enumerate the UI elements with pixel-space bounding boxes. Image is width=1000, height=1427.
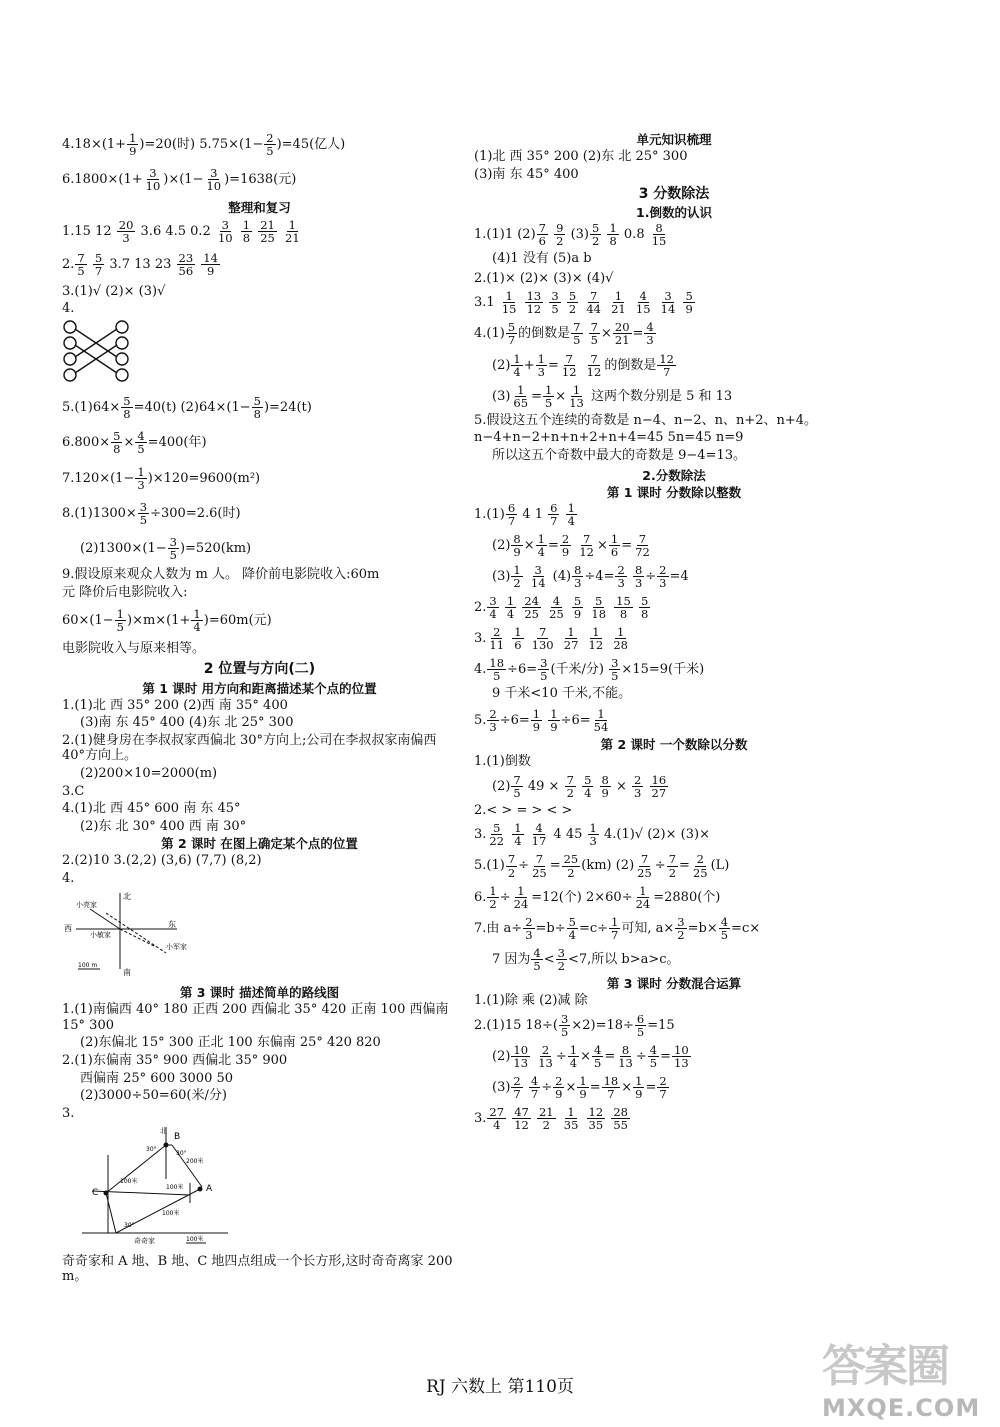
fraction: $\frac{7}{2}$: [668, 852, 677, 880]
fraction: $\frac{1}{24}$: [513, 883, 529, 911]
left-answer-line: 3. 北 B C A 奇奇家 100米 200米 100米 100米 30° 30° 30° 100米: [62, 1106, 457, 1252]
fraction: $\frac{20}{3}$: [118, 218, 134, 246]
fraction: $\frac{3}{5}$: [139, 499, 148, 527]
right-answer-line: 5.假设这五个连续的奇数是 n−4、n−2、n、n+2、n+4。: [474, 412, 818, 428]
fraction: $\frac{2}{3}$: [489, 706, 497, 734]
fraction: $\frac{12}{35}$: [588, 1104, 604, 1133]
left-answer-line: 9.假设原来观众人数为 m 人。 降价前电影院收入:60m: [62, 566, 380, 582]
left-answer-line: 7.120×(1− $\frac{1}{3}$ )×120=9600(m²): [62, 464, 261, 492]
fraction: $\frac{3}{5}$: [561, 1011, 569, 1039]
right-answer-line: 7 因为 $\frac{4}{5}$ < $\frac{3}{2}$ <7,所以 b>a>c。: [492, 945, 680, 973]
map3-ang1: 30°: [146, 1146, 157, 1154]
map4-house-a: 小亮家: [76, 900, 97, 909]
fraction: $\frac{1}{4}$: [537, 531, 545, 559]
fraction: $\frac{9}{2}$: [556, 220, 564, 249]
map3-label-c: C: [92, 1188, 99, 1199]
fraction: $\frac{4}{5}$: [533, 945, 541, 973]
fraction: $\frac{7}{12}$: [561, 351, 577, 379]
map3-d1: 100米: [120, 1178, 138, 1186]
fraction: $\frac{3}{4}$: [489, 593, 497, 622]
left-answer-line: 60×(1− $\frac{1}{5}$ )×m×(1+ $\frac{1}{4}$ )=60m(元): [62, 607, 272, 635]
fraction: $\frac{1}{4}$: [193, 607, 201, 635]
left-answer-line: 2 位置与方向(二): [203, 660, 316, 677]
fraction: $\frac{1}{4}$: [569, 1042, 578, 1070]
fraction: $\frac{8}{9}$: [513, 531, 521, 559]
fraction: $\frac{5}{7}$: [507, 320, 516, 348]
fraction: $\frac{5}{7}$: [94, 251, 103, 279]
map3-wrapper: [62, 1123, 457, 1252]
fraction: $\frac{1}{24}$: [635, 883, 651, 911]
right-answer-line: 第 1 课时 分数除以整数: [606, 484, 742, 500]
left-answer-line: 4. 北 南 东 西 小亮家 小敏家 小军家 100 m: [62, 871, 457, 981]
fraction: $\frac{7}{12}$: [586, 351, 602, 379]
left-answer-line: (2)东偏北 15° 300 正北 100 东偏南 25° 420 820: [80, 1035, 381, 1051]
fraction: $\frac{1}{65}$: [513, 382, 529, 410]
fraction: $\frac{1}{9}$: [129, 131, 137, 159]
left-answer-line: 奇奇家和 A 地、B 地、C 地四点组成一个长方形,这时奇奇离家 200 m。: [62, 1253, 453, 1285]
watermark-logo: 答案圈: [822, 1341, 948, 1392]
right-answer-line: 4. $\frac{18}{5}$ ÷6= $\frac{3}{5}$ (千米/分) $\frac{3}{5}$ ×15=9(千米): [474, 656, 705, 684]
fraction: $\frac{4}{5}$: [593, 1042, 602, 1070]
fraction: $\frac{10}{13}$: [674, 1042, 689, 1070]
map4-house-c: 小军家: [166, 942, 187, 951]
right-answer-line: 4.(1) $\frac{5}{7}$ 的倒数是 $\frac{7}{5}$ $\frac{7}{5}$ × $\frac{20}{21}$ = $\frac{4}{3}$: [474, 320, 654, 348]
fraction: $\frac{3}{2}$: [677, 914, 685, 942]
map4-north: 北: [123, 891, 131, 901]
map3-ang3: 30°: [124, 1222, 135, 1230]
fraction: $\frac{5}{2}$: [591, 220, 600, 249]
left-answer-line: 1.15 12 $\frac{20}{3}$ 3.6 4.5 0.2 $\frac{3}{10}$ $\frac{1}{8}$ $\frac{21}{25}$ $\frac{1}{21}$: [62, 218, 300, 246]
fraction: $\frac{3}{14}$: [530, 562, 546, 590]
left-answer-line: 5.(1)64× $\frac{5}{8}$ =40(t) (2)64×(1− $\frac{5}{8}$ )=24(t): [62, 394, 312, 422]
fraction: $\frac{8}{3}$: [574, 562, 582, 590]
fraction: $\frac{2}{3}$: [634, 772, 642, 800]
fraction: $\frac{27}{4}$: [489, 1104, 505, 1133]
map3-label-a: A: [206, 1184, 213, 1195]
fraction: $\frac{2}{11}$: [489, 625, 505, 653]
left-answer-line: 6.1800×(1+ $\frac{3}{10}$ )×(1− $\frac{3}{10}$ )=1638(元): [62, 166, 297, 194]
fraction: $\frac{1}{9}$: [635, 1073, 643, 1101]
fraction: $\frac{4}{15}$: [635, 289, 651, 317]
fraction: $\frac{5}{22}$: [489, 821, 505, 849]
left-answer-line: 4.(1)北 西 45° 600 南 东 45°: [62, 801, 241, 817]
fraction: $\frac{1}{12}$: [588, 625, 604, 653]
fraction: $\frac{5}{4}$: [584, 772, 592, 800]
left-answer-line: (3)南 东 45° 400 (4)东 北 25° 300: [80, 715, 294, 731]
map3-d4: 100米: [166, 1184, 184, 1192]
fraction: $\frac{2}{3}$: [525, 914, 533, 942]
map3-ang2: 30°: [176, 1150, 187, 1158]
left-answer-line: 元 降价后电影院收入:: [62, 584, 188, 600]
fraction: $\frac{5}{8}$: [123, 394, 131, 422]
fraction: $\frac{4}{5}$: [720, 914, 729, 942]
fraction: $\frac{3}{14}$: [660, 289, 676, 317]
map4-south: 南: [123, 967, 131, 977]
right-column: [474, 128, 874, 1131]
right-answer-line: 1.倒数的认识: [636, 204, 712, 220]
right-answer-line: 3.1 $\frac{1}{15}$ $\frac{13}{12}$ $\frac{3}{5}$ $\frac{5}{2}$ $\frac{7}{44}$ $\frac{1}{21}$ $\frac{4}{15}$ $\frac{3}{14}$ $\frac{5}{9}$: [474, 289, 693, 317]
fraction: $\frac{5}{8}$: [113, 429, 121, 457]
fraction: $\frac{15}{8}$: [616, 593, 631, 622]
fraction: $\frac{1}{8}$: [609, 220, 617, 249]
right-answer-line: 3 分数除法: [638, 186, 710, 203]
left-answer-line: 3.(1)√ (2)× (3)√: [62, 283, 166, 299]
map4-house-b: 小敏家: [90, 930, 111, 939]
right-answer-line: 5.(1) $\frac{7}{2}$ ÷ $\frac{7}{25}$ = $\frac{25}{2}$ (km) (2) $\frac{7}{25}$ ÷ $\frac{7}{2}$ = $\frac{2}{25}$ (L): [474, 852, 730, 880]
fraction: $\frac{13}{12}$: [526, 289, 542, 317]
fraction: $\frac{20}{21}$: [614, 320, 630, 348]
map3-home: 奇奇家: [134, 1237, 155, 1246]
fraction: $\frac{1}{2}$: [513, 562, 521, 590]
right-answer-line: (4)1 没有 (5)a b: [492, 251, 592, 267]
fraction: $\frac{5}{2}$: [568, 289, 577, 317]
fraction: $\frac{7}{2}$: [507, 852, 516, 880]
fraction: $\frac{1}{7}$: [611, 914, 619, 942]
fraction: $\frac{4}{7}$: [530, 1073, 539, 1101]
fraction: $\frac{5}{8}$: [640, 593, 649, 622]
map4-scale: 100 m: [78, 961, 98, 969]
right-answer-line: (3) $\frac{2}{7}$ $\frac{4}{7}$ ÷ $\frac{2}{9}$ × $\frac{1}{9}$ = $\frac{18}{7}$ × $\frac{1}{9}$ = $\frac{2}{7}$: [492, 1073, 667, 1101]
left-answer-line: 西偏南 25° 600 3000 50: [80, 1070, 234, 1086]
fraction: $\frac{1}{4}$: [567, 500, 575, 528]
left-answer-line: 整理和复习: [228, 200, 291, 216]
right-answer-line: 第 3 课时 分数混合运算: [606, 975, 742, 991]
fraction: $\frac{4}{25}$: [549, 593, 564, 622]
right-answer-line: n−4+n−2+n+n+2+n+4=45 5n=45 n=9: [474, 430, 744, 446]
left-answer-line: 2.(1)东偏南 35° 900 西偏北 35° 900: [62, 1052, 288, 1068]
fraction: $\frac{2}{7}$: [659, 1073, 667, 1101]
right-answer-line: 所以这五个奇数中最大的奇数是 9−4=13。: [492, 447, 747, 463]
right-answer-line: (2) $\frac{8}{9}$ × $\frac{1}{4}$ = $\frac{2}{9}$ $\frac{7}{12}$ × $\frac{1}{6}$ = $\frac{7}{72}$: [492, 531, 650, 559]
fraction: $\frac{2}{9}$: [561, 531, 570, 559]
right-answer-line: (1)北 西 35° 200 (2)东 北 25° 300: [474, 149, 688, 164]
fraction: $\frac{8}{9}$: [601, 772, 609, 800]
fraction: $\frac{1}{5}$: [116, 607, 124, 635]
left-answer-line: 第 2 课时 在图上确定某个点的位置: [161, 836, 358, 852]
right-answer-line: 5. $\frac{2}{3}$ ÷6= $\frac{1}{9}$ $\frac{1}{9}$ ÷6= $\frac{1}{54}$: [474, 706, 609, 734]
fraction: $\frac{5}{18}$: [591, 593, 607, 622]
right-answer-line: 3. $\frac{2}{11}$ $\frac{1}{6}$ $\frac{7}{130}$ $\frac{1}{27}$ $\frac{1}{12}$ $\frac{1}{28}$: [474, 625, 628, 653]
fraction: $\frac{18}{5}$: [489, 656, 505, 684]
left-answer-line: 6.800× $\frac{5}{8}$ × $\frac{4}{5}$ =400(年): [62, 429, 207, 457]
fraction: $\frac{1}{9}$: [550, 706, 558, 734]
fraction: $\frac{18}{7}$: [603, 1073, 619, 1101]
fraction: $\frac{2}{7}$: [513, 1073, 521, 1101]
fraction: $\frac{7}{12}$: [579, 531, 594, 559]
fraction: $\frac{3}{5}$: [540, 656, 548, 684]
knot-figure: [62, 319, 132, 385]
right-answer-line: 1.(1)倒数: [474, 754, 531, 770]
fraction: $\frac{7}{25}$: [532, 852, 547, 880]
fraction: $\frac{1}{35}$: [563, 1104, 579, 1133]
left-answer-line: 1.(1)南偏西 40° 180 正西 200 西偏北 35° 420 正南 100 西偏南 15° 300: [62, 1002, 449, 1033]
fraction: $\frac{10}{13}$: [513, 1042, 529, 1070]
fraction: $\frac{4}{17}$: [531, 821, 547, 849]
fraction: $\frac{5}{8}$: [253, 394, 261, 422]
right-answer-line: 1.(1)1 (2) $\frac{7}{6}$ $\frac{9}{2}$ (3) $\frac{5}{2}$ $\frac{1}{8}$ 0.8 $\frac{8}{15}$: [474, 220, 667, 249]
map3-label-b: B: [174, 1132, 181, 1143]
left-column: [62, 128, 457, 1285]
fraction: $\frac{3}{10}$: [217, 218, 233, 246]
left-answer-line: (2)1300×(1− $\frac{3}{5}$ )=520(km): [80, 534, 252, 562]
right-answer-line: (3)南 东 45° 400: [474, 166, 579, 182]
fraction: $\frac{7}{44}$: [586, 289, 601, 317]
fraction: $\frac{6}{7}$: [507, 500, 516, 528]
right-answer-line: 第 2 课时 一个数除以分数: [600, 737, 748, 753]
fraction: $\frac{1}{3}$: [137, 464, 145, 492]
fraction: $\frac{25}{2}$: [563, 852, 579, 880]
fraction: $\frac{6}{5}$: [636, 1011, 645, 1039]
fraction: $\frac{8}{13}$: [618, 1042, 633, 1070]
fraction: $\frac{1}{6}$: [610, 531, 619, 559]
fraction: $\frac{3}{5}$: [611, 656, 619, 684]
fraction: $\frac{14}{9}$: [203, 251, 218, 279]
right-answer-line: (3) $\frac{1}{2}$ $\frac{3}{14}$ (4) $\frac{8}{3}$ ÷4= $\frac{2}{3}$ $\frac{8}{3}$ ÷ $\frac{2}{3}$ =4: [492, 562, 689, 590]
left-answer-line: (2)200×10=2000(m): [80, 765, 218, 781]
fraction: $\frac{28}{55}$: [613, 1104, 628, 1133]
fraction: $\frac{7}{25}$: [637, 852, 652, 880]
left-answer-line: (2)东 北 30° 400 西 南 30°: [80, 818, 247, 834]
map4-wrapper: [62, 889, 457, 982]
fraction: $\frac{21}{25}$: [260, 218, 275, 246]
right-answer-line: 2.分数除法: [642, 467, 706, 483]
left-answer-line: 电影院收入与原来相等。: [62, 641, 206, 657]
fraction: $\frac{1}{5}$: [544, 382, 553, 410]
fraction: $\frac{3}{2}$: [557, 945, 565, 973]
fraction: $\frac{1}{3}$: [537, 351, 545, 379]
fraction: $\frac{7}{6}$: [538, 220, 546, 249]
right-answer-line: 单元知识梳理: [636, 132, 712, 147]
fraction: $\frac{1}{21}$: [285, 218, 300, 246]
left-answer-line: 4.: [62, 301, 457, 389]
fraction: $\frac{1}{13}$: [569, 382, 584, 410]
left-answer-line: 第 1 课时 用方向和距离描述某个点的位置: [142, 680, 377, 696]
fraction: $\frac{8}{3}$: [634, 562, 643, 590]
watermark-url: MXQE.COM: [822, 1394, 981, 1422]
right-answer-line: 2.< > = > < >: [474, 802, 573, 818]
fraction: $\frac{1}{4}$: [514, 821, 522, 849]
left-answer-line: 8.(1)1300× $\frac{3}{5}$ ÷300=2.6(时): [62, 499, 241, 527]
fraction: $\frac{7}{5}$: [573, 320, 581, 348]
knot-wrapper: [62, 319, 457, 390]
left-answer-line: 3.C: [62, 783, 85, 799]
fraction: $\frac{24}{25}$: [524, 593, 539, 622]
map3-d2: 200米: [186, 1158, 204, 1166]
fraction: $\frac{47}{12}$: [514, 1104, 529, 1133]
fraction: $\frac{1}{9}$: [532, 706, 541, 734]
right-answer-line: (3) $\frac{1}{65}$ = $\frac{1}{5}$ × $\frac{1}{13}$ 这两个数分别是 5 和 13: [492, 382, 733, 410]
fraction: $\frac{4}{5}$: [649, 1042, 658, 1070]
right-answer-line: 3. $\frac{27}{4}$ $\frac{47}{12}$ $\frac{21}{2}$ $\frac{1}{35}$ $\frac{12}{35}$ $\frac{28}{55}$: [474, 1104, 628, 1133]
fraction: $\frac{2}{25}$: [692, 852, 708, 880]
right-answer-line: (2) $\frac{1}{4}$ + $\frac{1}{3}$ = $\frac{7}{12}$ $\frac{7}{12}$ 的倒数是 $\frac{12}{7}$: [492, 351, 674, 379]
fraction: $\frac{7}{130}$: [531, 625, 554, 653]
right-answer-line: 2. $\frac{3}{4}$ $\frac{1}{4}$ $\frac{24}{25}$ $\frac{4}{25}$ $\frac{5}{9}$ $\frac{5}{18}$ $\frac{15}{8}$ $\frac{5}{8}$: [474, 593, 649, 622]
fraction: $\frac{2}{13}$: [538, 1042, 553, 1070]
fraction: $\frac{2}{9}$: [555, 1073, 563, 1101]
map4-figure: [62, 889, 212, 977]
right-answer-line: (2) $\frac{10}{13}$ $\frac{2}{13}$ ÷ $\frac{1}{4}$ × $\frac{4}{5}$ = $\frac{8}{13}$ ÷ $\frac{4}{5}$ = $\frac{10}{13}$: [492, 1042, 689, 1070]
fraction: $\frac{7}{5}$: [77, 251, 85, 279]
fraction: $\frac{1}{2}$: [489, 883, 497, 911]
fraction: $\frac{21}{2}$: [538, 1104, 554, 1133]
map3-d3: 100米: [162, 1210, 180, 1218]
fraction: $\frac{1}{9}$: [579, 1073, 587, 1101]
left-answer-line: 1.(1)北 西 35° 200 (2)西 南 35° 400: [62, 697, 288, 713]
fraction: $\frac{1}{4}$: [513, 351, 521, 379]
fraction: $\frac{3}{5}$: [169, 534, 177, 562]
map3-figure: [62, 1123, 232, 1247]
map4-east: 东: [168, 919, 176, 929]
fraction: $\frac{1}{6}$: [514, 625, 522, 653]
fraction: $\frac{7}{5}$: [590, 320, 598, 348]
fraction: $\frac{6}{7}$: [550, 500, 558, 528]
fraction: $\frac{4}{3}$: [646, 320, 654, 348]
fraction: $\frac{1}{4}$: [506, 593, 515, 622]
map4-west: 西: [64, 923, 72, 933]
right-answer-line: (2) $\frac{7}{5}$ 49 × $\frac{7}{2}$ $\frac{5}{4}$ $\frac{8}{9}$ × $\frac{2}{3}$ $\frac{16}{27}$: [492, 772, 667, 800]
page-footer: RJ 六数上 第110页: [426, 1377, 574, 1397]
right-answer-line: 1.(1) $\frac{6}{7}$ 4 1 $\frac{6}{7}$ $\frac{1}{4}$: [474, 500, 575, 528]
left-answer-line: 2. $\frac{7}{5}$ $\frac{5}{7}$ 3.7 13 23 $\frac{23}{56}$ $\frac{14}{9}$: [62, 251, 218, 279]
fraction: $\frac{1}{21}$: [611, 289, 626, 317]
fraction: $\frac{7}{72}$: [635, 531, 650, 559]
fraction: $\frac{1}{8}$: [242, 218, 251, 246]
map3-scale: 100米: [186, 1236, 204, 1244]
fraction: $\frac{4}{5}$: [137, 429, 145, 457]
map3-north: 北: [160, 1127, 167, 1136]
fraction: $\frac{1}{15}$: [501, 289, 517, 317]
fraction: $\frac{1}{3}$: [589, 821, 597, 849]
watermark: [822, 1330, 982, 1422]
right-answer-line: 7.由 a÷ $\frac{2}{3}$ =b÷ $\frac{5}{4}$ =c÷ $\frac{1}{7}$ 可知, a× $\frac{3}{2}$ =b× $\frac{4}{5}$ =c×: [474, 914, 761, 942]
right-answer-line: 1.(1)除 乘 (2)减 除: [474, 992, 588, 1008]
right-answer-line: 9 千米<10 千米,不能。: [492, 686, 632, 702]
left-answer-line: 4.18×(1+ $\frac{1}{9}$ )=20(时) 5.75×(1− $\frac{2}{5}$ )=45(亿人): [62, 131, 346, 159]
fraction: $\frac{16}{27}$: [651, 772, 667, 800]
fraction: $\frac{3}{10}$: [145, 166, 161, 194]
fraction: $\frac{2}{3}$: [659, 562, 667, 590]
fraction: $\frac{5}{4}$: [568, 914, 576, 942]
fraction: $\frac{23}{56}$: [178, 251, 194, 279]
left-answer-line: (2)3000÷50=60(米/分): [80, 1088, 227, 1104]
right-answer-line: 2.(1)15 18÷( $\frac{3}{5}$ ×2)=18÷ $\frac{6}{5}$ =15: [474, 1011, 675, 1039]
fraction: $\frac{2}{5}$: [266, 131, 274, 159]
fraction: $\frac{3}{5}$: [551, 289, 559, 317]
fraction: $\frac{7}{5}$: [513, 772, 521, 800]
right-answer-line: 3. $\frac{5}{22}$ $\frac{1}{4}$ $\frac{4}{17}$ 4 45 $\frac{1}{3}$ 4.(1)√ (2)× (3)×: [474, 821, 710, 849]
left-answer-line: 2.(1)健身房在李叔叔家西偏北 30°方向上;公司在李叔叔家南偏西 40°方向上。: [62, 732, 437, 764]
right-answer-line: 6. $\frac{1}{2}$ ÷ $\frac{1}{24}$ =12(个) 2×60÷ $\frac{1}{24}$ =2880(个): [474, 883, 721, 911]
fraction: $\frac{12}{7}$: [659, 351, 674, 379]
left-answer-line: 第 3 课时 描述简单的路线图: [179, 985, 340, 1001]
fraction: $\frac{1}{54}$: [593, 706, 609, 734]
fraction: $\frac{7}{2}$: [566, 772, 574, 800]
right-answer-line: 2.(1)× (2)× (3)× (4)√: [474, 270, 614, 286]
fraction: $\frac{5}{9}$: [573, 593, 582, 622]
fraction: $\frac{3}{10}$: [206, 166, 222, 194]
fraction: $\frac{1}{27}$: [563, 625, 579, 653]
fraction: $\frac{5}{9}$: [685, 289, 693, 317]
fraction: $\frac{1}{28}$: [613, 625, 628, 653]
fraction: $\frac{8}{15}$: [651, 220, 667, 249]
fraction: $\frac{2}{3}$: [617, 562, 625, 590]
left-answer-line: 2.(2)10 3.(2,2) (3,6) (7,7) (8,2): [62, 853, 262, 869]
